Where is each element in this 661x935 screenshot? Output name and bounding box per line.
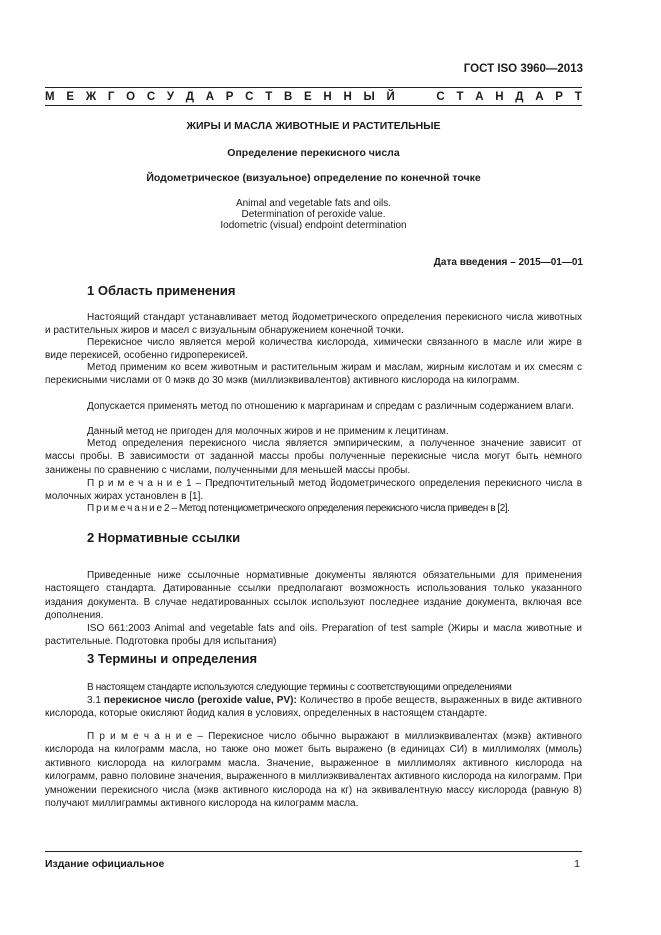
banner-letter: С (146, 91, 156, 103)
note-2-label: П р и м е ч а н и е 2 (87, 503, 170, 514)
section-1-note-1 (45, 477, 582, 504)
banner-letter: О (126, 91, 136, 103)
section-1-paragraph-5: Данный метод не пригоден для молочных жиров и не применим к лецитинам. (87, 426, 449, 437)
section-1-paragraph-1: Настоящий стандарт устанавливает метод йодометрического определения перекисного числа животных и растительных жиров и масел с визуальным обнаружением конечной точки. (45, 312, 582, 337)
english-title-line-2: Determination of peroxide value. (241, 209, 386, 220)
banner-letter: А (205, 91, 215, 103)
note-1-label: П р и м е ч а н и е 1 (87, 478, 192, 489)
banner-letter: Р (555, 91, 563, 103)
banner-letter: Д (185, 91, 194, 103)
section-1-paragraph-2: Перекисное число является мерой количества кислорода, химически связанного в масле или жире в виде перекисей, особенно гидроперекисей. (45, 337, 582, 362)
banner-letter: Н (323, 91, 332, 103)
section-2-paragraph-1: Приведенные ниже ссылочные нормативные документы являются обязательными для применения настоящего стандарта. Датированные ссылки предполагают возможность использования только указанного издания документа. В случае недатированных ссылок используют последнее издание документа, включая все дополнения. (45, 570, 582, 622)
banner-letter: Е (304, 91, 312, 103)
note-2-text: – Метод потенциометрического определения перекисного числа приведен в [2]. (169, 503, 510, 514)
term-name: перекисное число (peroxide value, PV): (103, 695, 297, 706)
english-title-line-3: Iodometric (visual) endpoint determination (220, 220, 407, 231)
banner-letter: Н (495, 91, 504, 103)
banner-letter: Д (515, 91, 524, 103)
banner-letter: Ж (85, 91, 97, 103)
banner-letter: Т (265, 91, 273, 103)
banner-bottom-rule (45, 105, 582, 106)
section-3-note (45, 730, 582, 810)
section-3-note-text: – Перекисное число обычно выражают в миллиэквивалентах (мэкв) активного кислорода на килограмм масла, но также оно может быть выражено (в единицах СИ) в миллимолях (ммоль) активного кислорода на килограмм масла. Значение, выраженное в миллимолях активного кислорода на килограмм, равно половине значения, выраженного в миллиэквивалентах активного кислорода на килограмм. При умножении перекисного числа (мэкв активного кислорода на кг) на эквивалентную массу кислорода (равную 8) получают миллиграммы активного кислорода на килограмм масла. (45, 731, 582, 810)
section-2-heading: 2 Нормативные ссылки (87, 530, 241, 545)
section-3-note-label: П р и м е ч а н и е (87, 731, 193, 742)
banner-letter: А (535, 91, 544, 103)
banner-letter: Т (456, 91, 464, 103)
introduction-date: Дата введения – 2015—01—01 (433, 257, 583, 268)
banner-letter: М (45, 91, 55, 103)
banner-letter: С (436, 91, 445, 103)
banner-letter: Й (386, 91, 395, 103)
document-code: ГОСТ ISO 3960—2013 (463, 63, 583, 75)
section-3-term-3-1 (45, 694, 582, 721)
section-3-heading: 3 Термины и определения (87, 651, 258, 666)
banner-letter (421, 91, 424, 103)
banner-letter: Е (66, 91, 74, 103)
banner-letter: А (475, 91, 484, 103)
banner-letter: С (245, 91, 254, 103)
footer-rule (45, 851, 582, 852)
banner-letter (407, 91, 410, 103)
section-2-paragraph-2: ISO 661:2003 Animal and vegetable fats and oils. Preparation of test sample (Жиры и масла животные и растительные. Подготовка пробы для испытания) (45, 623, 582, 648)
banner-letter: Ы (363, 91, 375, 103)
section-1-paragraph-3: Метод применим ко всем животным и растительным жирам и маслам, жирным кислотам и их смесям с перекисными числами от 0 мэкв до 30 мэкв (миллиэквивалентов) активного кислорода на килограмм. (45, 362, 582, 387)
banner-letter: У (166, 91, 175, 103)
banner-letter: Р (225, 91, 234, 103)
standard-subtitle-1: Определение перекисного числа (227, 147, 400, 159)
official-edition-label: Издание официальное (45, 858, 165, 870)
section-1-paragraph-6: Метод определения перекисного числа является эмпирическим, а полученное значение зависит от массы пробы. В зависимости от заданной массы пробы полученные перекисные числа могут быть немного занижены по сравнению с числами, полученными для меньшей массы пробы. (45, 438, 582, 476)
term-number: 3.1 (87, 695, 104, 706)
standard-subtitle-2: Йодометрическое (визуальное) определение по конечной точке (146, 172, 481, 184)
note-1-text: – Предпочтительный метод йодометрического определения перекисного числа в молочных жирах установлен в [1]. (45, 478, 583, 503)
banner-letter: В (283, 91, 293, 103)
banner-letter: Т (574, 91, 582, 103)
section-1-note-2 (45, 502, 582, 515)
page-number: 1 (574, 858, 580, 870)
english-title-line-1: Animal and vegetable fats and oils. (235, 198, 392, 209)
section-1-paragraph-4: Допускается применять метод по отношению к маргаринам и спредам с различным содержанием влаги. (87, 401, 575, 412)
banner-top-rule (45, 87, 582, 88)
interstate-standard-banner (45, 91, 582, 103)
banner-letter: Г (107, 91, 115, 103)
term-definition: Количество в пробе веществ, выраженных в виде активного кислорода, которые окисляют йодид калия в условиях, определенных в настоящем стандарте. (45, 695, 582, 720)
section-3-paragraph-1: В настоящем стандарте используются следующие термины с соответствующими определениями (87, 682, 512, 693)
standard-title: ЖИРЫ И МАСЛА ЖИВОТНЫЕ И РАСТИТЕЛЬНЫЕ (186, 120, 441, 132)
section-1-heading: 1 Область применения (87, 283, 236, 298)
banner-letter: Н (343, 91, 352, 103)
